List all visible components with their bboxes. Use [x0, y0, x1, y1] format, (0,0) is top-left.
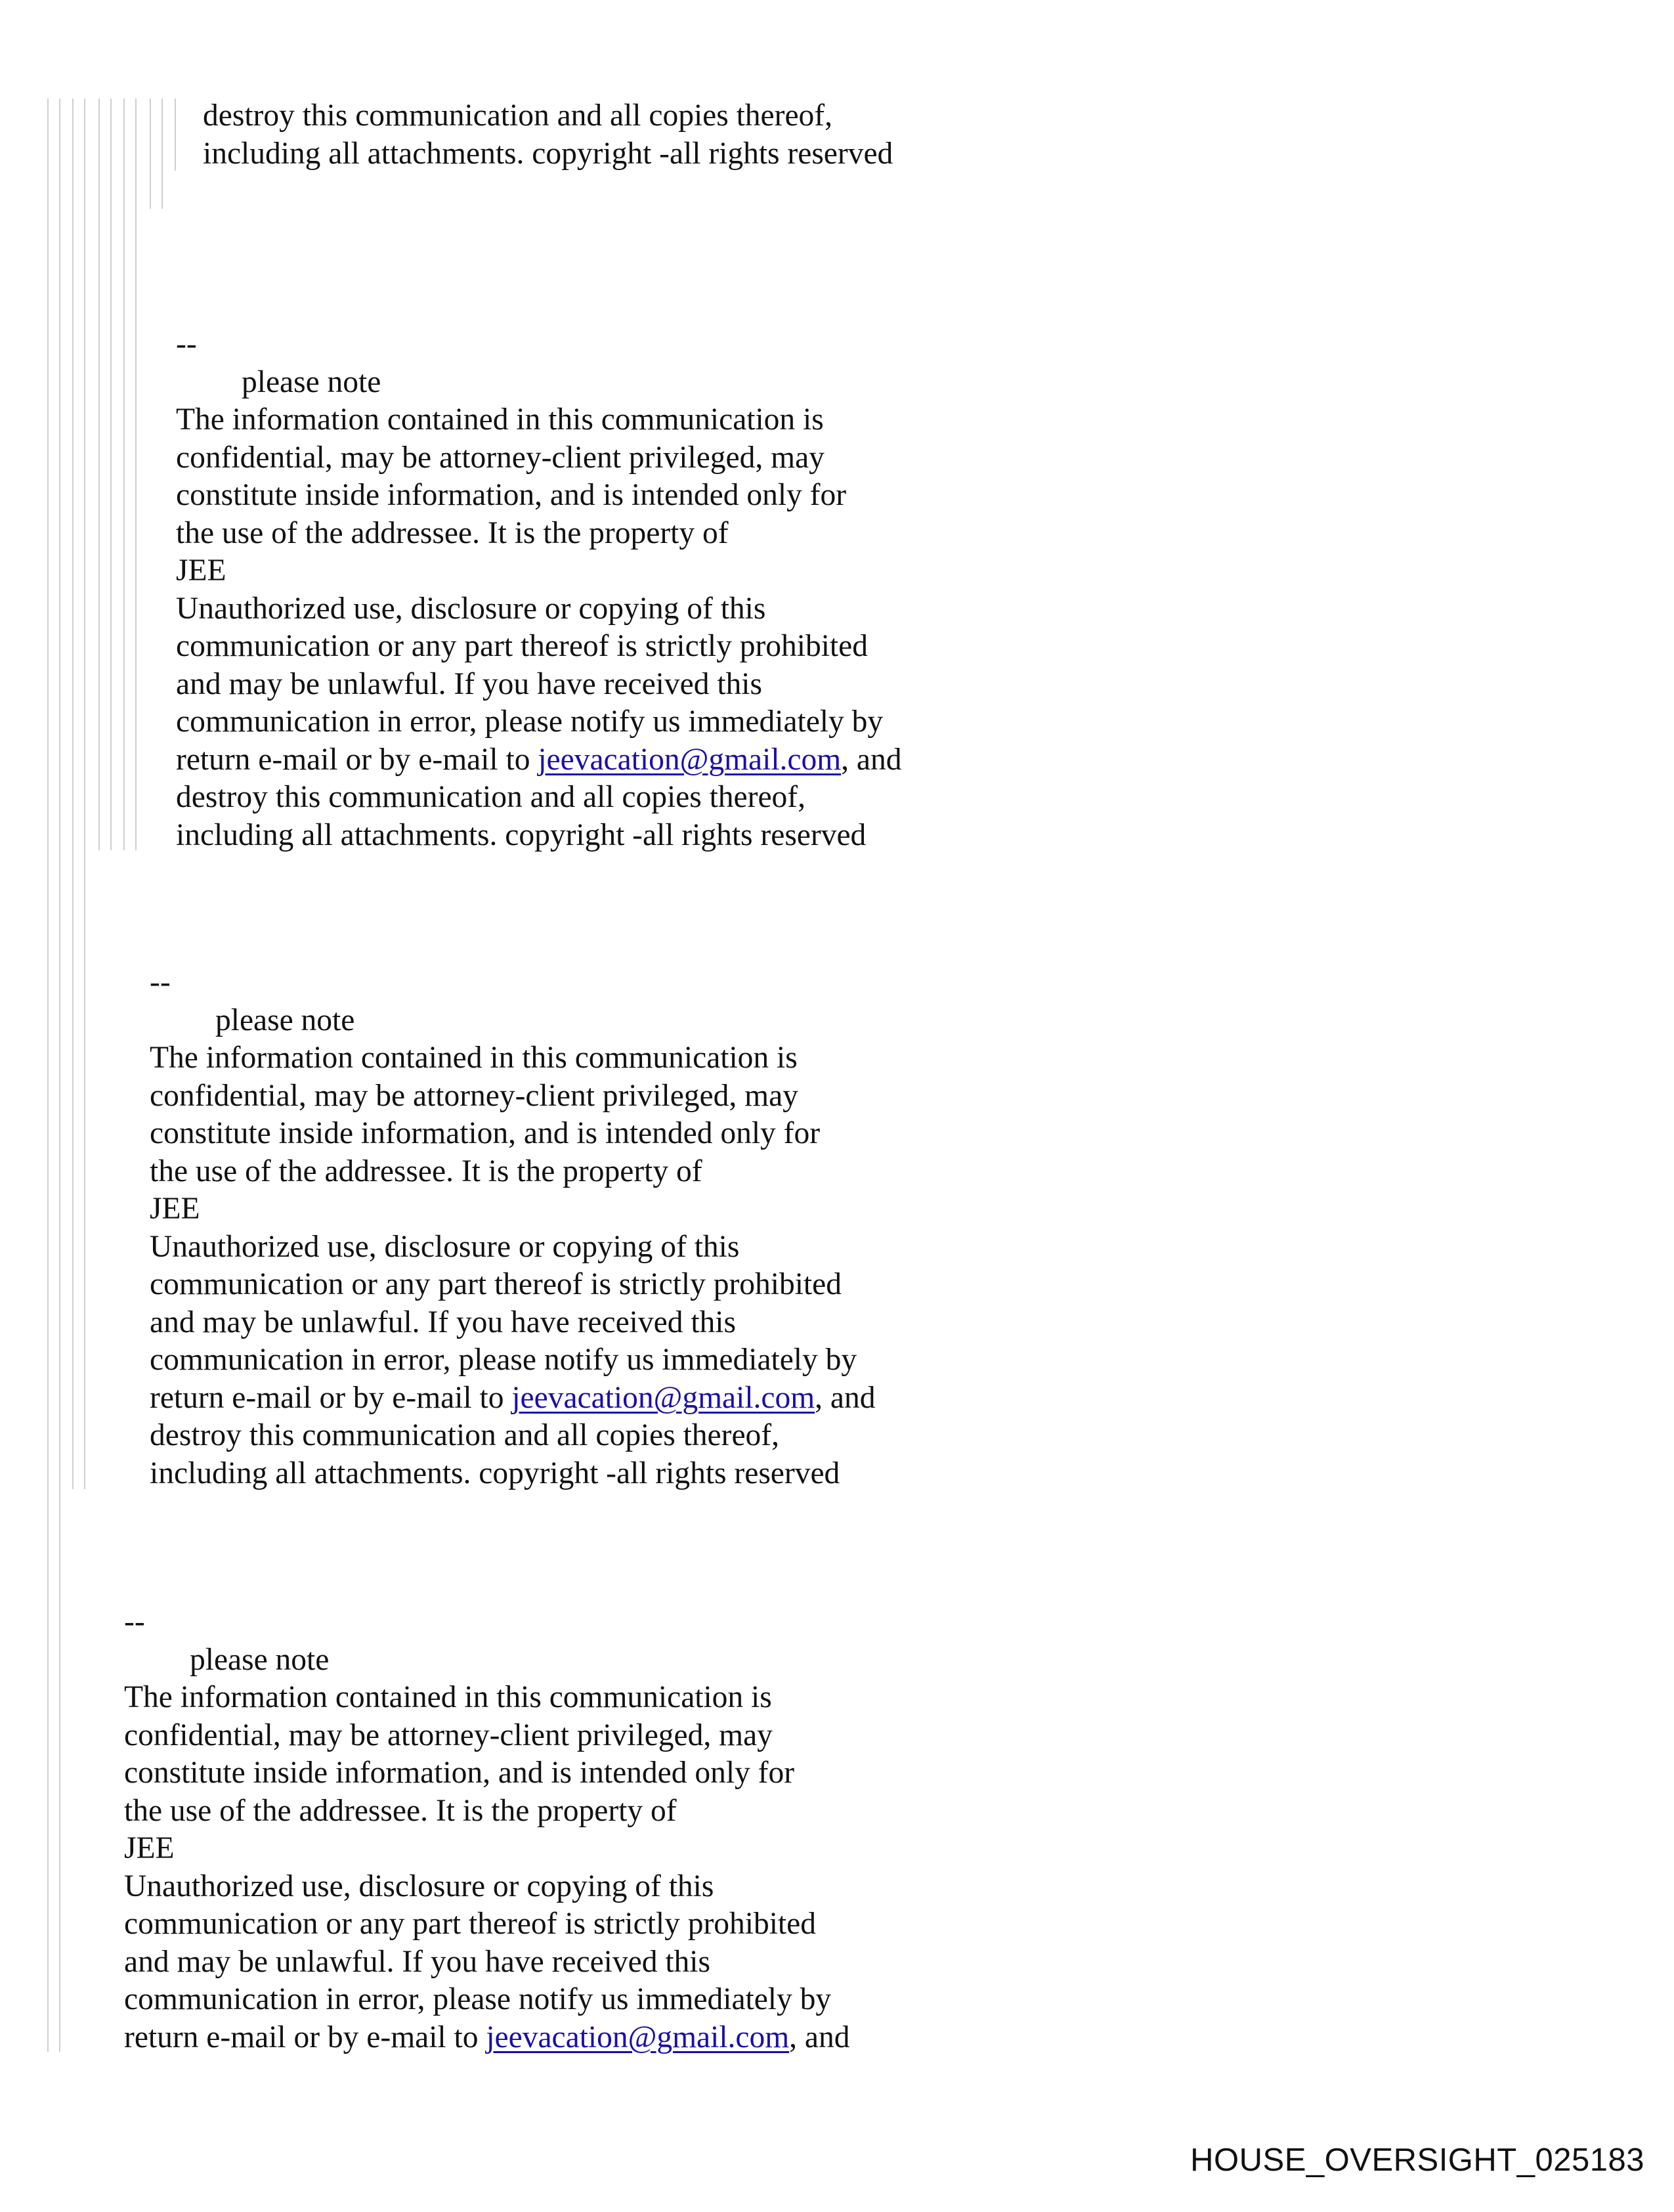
signature-separator: --	[176, 327, 197, 361]
quote-bar	[72, 98, 74, 1489]
disclaimer-email-line	[124, 2019, 850, 2057]
disclaimer-line: including all attachments. copyright -all rights reserved	[150, 1456, 840, 1490]
disclaimer-line: communication in error, please notify us immediately by	[124, 1982, 832, 2016]
disclaimer-line: The information contained in this communication is	[150, 1041, 798, 1075]
disclaimer-line: communication or any part thereof is strictly prohibited	[124, 1907, 816, 1941]
email-line-suffix: , and	[789, 2020, 850, 2054]
please-note-heading: please note	[242, 364, 381, 399]
quote-bar	[98, 98, 100, 850]
disclaimer-line: communication in error, please notify us immediately by	[176, 705, 884, 739]
disclaimer-line: constitute inside information, and is intended only for	[150, 1116, 821, 1150]
email-line-prefix: return e-mail or by e-mail to	[176, 742, 538, 777]
please-note-heading: please note	[190, 1642, 330, 1677]
quote-bar	[175, 98, 176, 171]
disclaimer-line: confidential, may be attorney-client privileged, may	[176, 440, 825, 475]
disclaimer-line: Unauthorized use, disclosure or copying of this	[176, 591, 766, 626]
email-line-prefix: return e-mail or by e-mail to	[150, 1380, 512, 1415]
quoted-disclaimer-tail	[203, 97, 893, 173]
email-line-suffix: , and	[841, 742, 902, 777]
disclaimer-line: and may be unlawful. If you have received this	[124, 1944, 710, 1979]
quoted-disclaimer	[176, 326, 902, 854]
quote-bar	[84, 98, 85, 1489]
disclaimer-line: destroy this communication and all copies thereof,	[203, 98, 832, 133]
disclaimer-line: Unauthorized use, disclosure or copying of this	[124, 1869, 714, 1903]
email-link[interactable]: jeevacation@gmail.com	[511, 1380, 815, 1415]
quote-bar	[110, 98, 112, 850]
disclaimer-line: communication or any part thereof is strictly prohibited	[176, 629, 868, 663]
quoted-disclaimer	[150, 964, 876, 1492]
disclaimer-line: the use of the addressee. It is the property of	[176, 515, 729, 550]
disclaimer-line: and may be unlawful. If you have received this	[176, 666, 762, 701]
disclaimer-line: communication or any part thereof is strictly prohibited	[150, 1267, 842, 1301]
quote-bar	[47, 98, 49, 2052]
disclaimer-line: destroy this communication and all copies thereof,	[150, 1418, 779, 1452]
disclaimer-line: JEE	[150, 1192, 200, 1226]
please-note-heading: please note	[215, 1003, 355, 1037]
disclaimer-email-line	[150, 1379, 876, 1418]
disclaimer-line: and may be unlawful. If you have received this	[150, 1305, 736, 1339]
disclaimer-line: including all attachments. copyright -all rights reserved	[176, 817, 867, 852]
disclaimer-line: Unauthorized use, disclosure or copying of this	[150, 1229, 740, 1264]
email-link[interactable]: jeevacation@gmail.com	[486, 2020, 790, 2054]
bates-number: HOUSE_OVERSIGHT_025183	[1190, 2142, 1644, 2178]
disclaimer-line: confidential, may be attorney-client privileged, may	[150, 1078, 798, 1113]
quote-bar	[135, 98, 137, 850]
signature-separator: --	[124, 1605, 145, 1639]
disclaimer-email-line	[176, 741, 902, 779]
disclaimer-line: JEE	[124, 1831, 175, 1865]
disclaimer-line: JEE	[176, 553, 226, 588]
quote-bar	[161, 98, 163, 209]
disclaimer-line: including all attachments. copyright -all rights reserved	[203, 136, 893, 171]
disclaimer-line: confidential, may be attorney-client privileged, may	[124, 1718, 773, 1752]
disclaimer-line: The information contained in this communication is	[124, 1680, 772, 1714]
quote-bar	[123, 98, 125, 850]
disclaimer-line: the use of the addressee. It is the property of	[124, 1793, 677, 1828]
email-link[interactable]: jeevacation@gmail.com	[538, 742, 842, 777]
quote-bar	[150, 98, 151, 209]
disclaimer-line: The information contained in this communication is	[176, 402, 824, 437]
disclaimer-line: communication in error, please notify us immediately by	[150, 1343, 857, 1377]
quote-bar	[59, 98, 60, 2052]
disclaimer-line: constitute inside information, and is intended only for	[124, 1756, 795, 1790]
email-line-prefix: return e-mail or by e-mail to	[124, 2020, 486, 2054]
disclaimer-line: constitute inside information, and is intended only for	[176, 478, 847, 512]
disclaimer-line: destroy this communication and all copies thereof,	[176, 780, 805, 814]
signature-separator: --	[150, 965, 171, 999]
email-line-suffix: , and	[815, 1380, 876, 1415]
quoted-disclaimer	[124, 1603, 850, 2056]
disclaimer-line: the use of the addressee. It is the property of	[150, 1154, 702, 1188]
